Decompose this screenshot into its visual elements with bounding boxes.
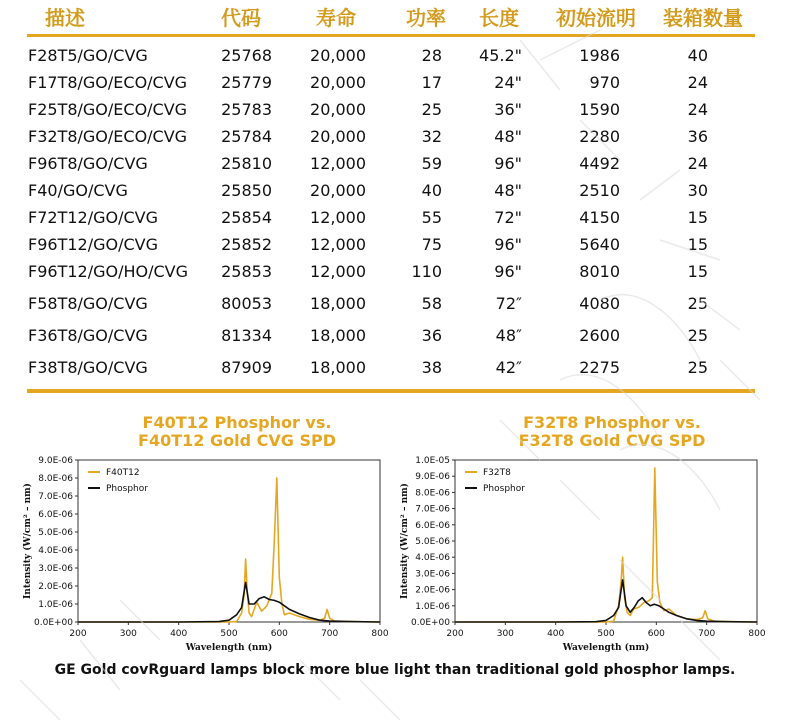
cell-case-quantity: 15 [687, 262, 708, 281]
cell-description: F17T8/GO/ECO/CVG [28, 73, 188, 92]
y-tick-label: 9.0E-06 [38, 456, 73, 466]
x-tick-label: 200 [446, 629, 464, 639]
table-row [0, 262, 790, 286]
cell-code: 25852 [221, 235, 272, 254]
x-tick-label: 700 [698, 629, 716, 639]
header-code: 代码 [221, 6, 261, 30]
y-tick-label: 7.0E-06 [38, 492, 73, 502]
y-tick-label: 3.0E-06 [415, 569, 450, 580]
cell-code: 25784 [221, 127, 272, 146]
cell-life: 20,000 [310, 73, 366, 92]
cell-initial-lumens: 1590 [579, 100, 620, 119]
cell-description: F72T12/GO/CVG [28, 208, 158, 227]
y-tick-label: 1.0E-06 [38, 600, 73, 610]
x-tick-label: 500 [220, 629, 238, 639]
cell-initial-lumens: 970 [589, 73, 620, 92]
cell-wattage: 17 [421, 73, 442, 92]
header-wattage: 功率 [406, 6, 446, 30]
x-tick-label: 500 [597, 629, 615, 639]
cell-wattage: 32 [421, 127, 442, 146]
cell-initial-lumens: 1986 [579, 46, 620, 65]
chart-1-title-line-1: F40T12 Phosphor vs. [142, 413, 332, 432]
cell-life: 18,000 [310, 326, 366, 345]
cell-case-quantity: 25 [687, 294, 708, 313]
x-tick-label: 800 [371, 629, 389, 639]
cell-code: 25853 [221, 262, 272, 281]
chart-1-title-line-2: F40T12 Gold CVG SPD [138, 431, 336, 450]
cell-description: F96T8/GO/CVG [28, 154, 148, 173]
cell-wattage: 38 [421, 358, 442, 377]
cell-life: 18,000 [310, 358, 366, 377]
x-tick-label: 400 [547, 629, 565, 639]
cell-description: F38T8/GO/CVG [28, 358, 148, 377]
cell-code: 25779 [221, 73, 272, 92]
cell-case-quantity: 30 [687, 181, 708, 200]
series-line-phosphor [455, 580, 757, 622]
cell-wattage: 59 [421, 154, 442, 173]
header-case-quantity: 装箱数量 [663, 6, 743, 30]
header-description: 描述 [45, 6, 85, 30]
cell-initial-lumens: 2275 [579, 358, 620, 377]
cell-length: 96" [494, 235, 522, 254]
x-tick-label: 300 [496, 629, 514, 639]
cell-length: 96" [494, 262, 522, 281]
cell-code: 80053 [221, 294, 272, 313]
table-row [0, 46, 790, 70]
cell-length: 36" [494, 100, 522, 119]
cell-case-quantity: 40 [687, 46, 708, 65]
y-axis-label: Intensity (W/cm² – nm) [23, 483, 33, 599]
cell-length: 48" [494, 127, 522, 146]
x-axis-label: Wavelength (nm) [185, 643, 273, 653]
y-tick-label: 2.0E-06 [415, 585, 450, 596]
table-row [0, 326, 790, 350]
y-tick-label: 6.0E-06 [415, 520, 450, 531]
cell-initial-lumens: 5640 [579, 235, 620, 254]
table-row [0, 235, 790, 259]
cell-case-quantity: 15 [687, 208, 708, 227]
cell-description: F96T12/GO/CVG [28, 235, 158, 254]
cell-code: 25783 [221, 100, 272, 119]
cell-initial-lumens: 2510 [579, 181, 620, 200]
cell-life: 20,000 [310, 181, 366, 200]
cell-code: 25854 [221, 208, 272, 227]
y-axis-label: Intensity (W/cm² – nm) [400, 483, 410, 599]
y-tick-label: 1.0E-06 [415, 601, 450, 612]
cell-initial-lumens: 8010 [579, 262, 620, 281]
cell-length: 72″ [495, 294, 522, 313]
cell-length: 45.2" [479, 46, 522, 65]
y-tick-label: 8.0E-06 [38, 474, 73, 484]
y-tick-label: 3.0E-06 [38, 564, 73, 574]
cell-wattage: 75 [421, 235, 442, 254]
y-tick-label: 9.0E-06 [415, 472, 450, 483]
cell-initial-lumens: 4080 [579, 294, 620, 313]
cell-length: 96" [494, 154, 522, 173]
table-row [0, 127, 790, 151]
header-length: 长度 [479, 6, 519, 30]
cell-length: 72" [494, 208, 522, 227]
cell-description: F96T12/GO/HO/CVG [28, 262, 188, 281]
chart-2-title [470, 414, 754, 450]
cell-description: F25T8/GO/ECO/CVG [28, 100, 188, 119]
table-row [0, 358, 790, 382]
cell-code: 81334 [221, 326, 272, 345]
table-row [0, 181, 790, 205]
cell-case-quantity: 24 [687, 154, 708, 173]
cell-wattage: 58 [421, 294, 442, 313]
y-tick-label: 5.0E-06 [415, 537, 450, 547]
cell-initial-lumens: 2280 [579, 127, 620, 146]
cell-length: 24" [494, 73, 522, 92]
x-tick-label: 200 [69, 629, 87, 639]
cell-length: 48″ [495, 326, 522, 345]
cell-case-quantity: 25 [687, 326, 708, 345]
x-tick-label: 400 [170, 629, 188, 639]
cell-description: F58T8/GO/CVG [28, 294, 148, 313]
y-tick-label: 4.0E-06 [415, 553, 450, 564]
series-line-phosphor [78, 582, 380, 622]
cell-life: 12,000 [310, 154, 366, 173]
table-row [0, 208, 790, 232]
header-initial-lumens: 初始流明 [556, 6, 636, 30]
cell-description: F40/GO/CVG [28, 181, 128, 200]
cell-life: 20,000 [310, 127, 366, 146]
y-tick-label: 8.0E-06 [415, 488, 450, 499]
legend-label: F40T12 [106, 468, 140, 478]
table-row [0, 294, 790, 318]
header-life: 寿命 [316, 6, 356, 30]
y-tick-label: 0.0E+00 [411, 618, 450, 628]
cell-case-quantity: 24 [687, 73, 708, 92]
chart-2-title-line-2: F32T8 Gold CVG SPD [518, 431, 706, 450]
y-tick-label: 6.0E-06 [38, 510, 73, 520]
cell-life: 12,000 [310, 262, 366, 281]
x-tick-label: 600 [647, 629, 665, 639]
table-row [0, 100, 790, 124]
y-tick-label: 0.0E+00 [34, 618, 73, 628]
cell-description: F36T8/GO/CVG [28, 326, 148, 345]
cell-wattage: 28 [421, 46, 442, 65]
header-rule [27, 34, 755, 37]
cell-wattage: 40 [421, 181, 442, 200]
cell-case-quantity: 36 [687, 127, 708, 146]
x-tick-label: 300 [119, 629, 137, 639]
cell-length: 48" [494, 181, 522, 200]
y-tick-label: 5.0E-06 [38, 528, 73, 538]
caption-text: GE Gold covRguard lamps block more blue light than traditional gold phosphor lamps. [54, 662, 736, 678]
cell-description: F32T8/GO/ECO/CVG [28, 127, 188, 146]
legend-label: F32T8 [483, 468, 511, 478]
y-tick-label: 7.0E-06 [415, 504, 450, 515]
cell-life: 12,000 [310, 235, 366, 254]
table-row [0, 73, 790, 97]
table-bottom-rule [27, 389, 755, 393]
x-axis-label: Wavelength (nm) [562, 643, 650, 653]
table-header [0, 0, 790, 30]
cell-life: 20,000 [310, 46, 366, 65]
chart-2-f32t8-spd [395, 450, 769, 653]
y-tick-label: 4.0E-06 [38, 546, 73, 556]
cell-code: 25768 [221, 46, 272, 65]
x-tick-label: 600 [270, 629, 288, 639]
cell-initial-lumens: 4150 [579, 208, 620, 227]
cell-wattage: 25 [421, 100, 442, 119]
table-row [0, 154, 790, 178]
cell-life: 20,000 [310, 100, 366, 119]
cell-case-quantity: 25 [687, 358, 708, 377]
cell-wattage: 55 [421, 208, 442, 227]
x-tick-label: 800 [748, 629, 766, 639]
y-tick-label: 2.0E-06 [38, 582, 73, 592]
chart-2-title-line-1: F32T8 Phosphor vs. [523, 413, 701, 432]
cell-case-quantity: 24 [687, 100, 708, 119]
cell-life: 18,000 [310, 294, 366, 313]
legend-label: Phosphor [483, 484, 525, 494]
cell-life: 12,000 [310, 208, 366, 227]
cell-code: 25810 [221, 154, 272, 173]
legend-label: Phosphor [106, 484, 148, 494]
series-line-f40t12 [78, 478, 380, 622]
cell-initial-lumens: 2600 [579, 326, 620, 345]
cell-initial-lumens: 4492 [579, 154, 620, 173]
cell-code: 25850 [221, 181, 272, 200]
cell-wattage: 110 [411, 262, 442, 281]
chart-1-title [95, 414, 379, 450]
y-tick-label: 1.0E-05 [415, 456, 450, 466]
cell-description: F28T5/GO/CVG [28, 46, 148, 65]
cell-code: 87909 [221, 358, 272, 377]
cell-wattage: 36 [421, 326, 442, 345]
chart-1-f40t12-spd [18, 450, 392, 653]
cell-case-quantity: 15 [687, 235, 708, 254]
x-tick-label: 700 [321, 629, 339, 639]
cell-length: 42″ [495, 358, 522, 377]
